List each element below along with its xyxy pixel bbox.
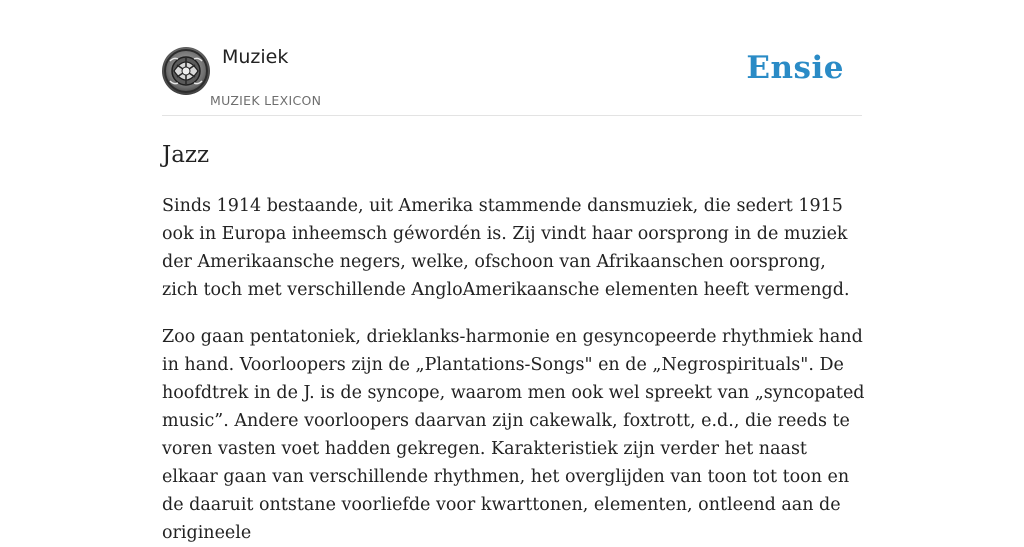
- collection-title[interactable]: Muziek: [222, 46, 289, 68]
- article: [162, 138, 866, 547]
- article-title: Jazz: [162, 142, 210, 168]
- article-paragraph: Sinds 1914 bestaande, uit Amerika stammende dansmuziek, die sedert 1915 ook in Europa inheemsch géwordén is. Zij vindt haar oorsprong in de muziek der Amerikaansche negers, welke, ofschoon van Afrikaanschen oorsprong, zich toch met verschillende AngloAmerikaansche elementen heeft vermengd.: [162, 196, 850, 300]
- article-paragraph: Zoo gaan pentatoniek, drieklanks-harmonie en gesyncopeerde rhythmiek hand in hand. Voorloopers zijn de „Plantations-Songs" en de „Negrospirituals". De hoofdtrek in de J. is de syncope, waarom men ook wel spreekt van „syncopated music”. Andere voorloopers daarvan zijn cakewalk, foxtrott, e.d., die reeds te voren vasten voet hadden gekregen. Karakteristiek zijn verder het naast elkaar gaan van verschillende rhythmen, het overglijden van toon tot toon en de daaruit ontstane voorliefde voor kwarttonen, elementen, ontleend aan de origineele: [162, 327, 865, 543]
- header: [162, 44, 862, 116]
- brand-logo[interactable]: Ensie: [746, 50, 844, 86]
- collection-subtitle: MUZIEK LEXICON: [210, 93, 322, 108]
- music-ornament-icon[interactable]: [162, 47, 210, 95]
